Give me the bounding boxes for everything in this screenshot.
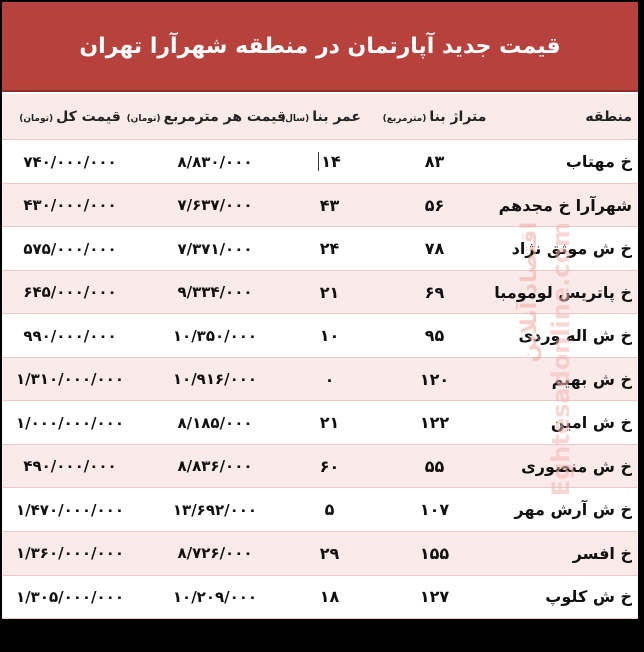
price-table [2,94,638,619]
cell-total-price: ۱/۳۰۵/۰۰۰/۰۰۰ [16,587,124,606]
cell-age: ۲۴ [319,239,340,259]
header-ppm-label: قیمت هر مترمربع [163,108,286,125]
table-row [2,271,638,315]
cell-price-per-meter: ۸/۸۳۰/۰۰۰ [177,152,253,171]
cell-price-per-meter: ۸/۸۳۶/۰۰۰ [177,457,253,476]
cell-price-per-meter: ۸/۱۸۵/۰۰۰ [177,413,253,432]
table-row [2,445,638,489]
cell-price-per-meter: ۷/۶۳۷/۰۰۰ [177,196,253,215]
cell-area: ۱۲۲ [419,413,450,433]
cell-total-price: ۱/۴۷۰/۰۰۰/۰۰۰ [16,500,124,519]
watermark-en: Eghtesadonline.com [547,222,575,497]
cell-age: ۱۰ [319,326,340,346]
cell-region: خ ش آرش مهر [514,500,632,520]
header-age-unit: (سال) [280,113,310,124]
table-row [2,140,638,184]
cell-total-price: ۱/۳۱۰/۰۰۰/۰۰۰ [16,370,124,389]
header-total-price [2,109,138,125]
header-age-label: عمر بنا [312,108,361,125]
table-row [2,227,638,271]
cell-region: خ مهتاب [565,152,632,172]
cell-age: ۲۹ [319,543,340,563]
cell-area: ۱۵۵ [419,543,450,563]
table-header-row [2,94,638,140]
header-total-unit: (تومان) [19,113,54,124]
cell-age: ۴۳ [319,195,340,215]
cell-total-price: ۱/۳۶۰/۰۰۰/۰۰۰ [16,544,124,563]
cell-region: خ ش موثق نژاد [511,239,632,259]
cell-price-per-meter: ۱۰/۲۰۹/۰۰۰ [172,587,258,606]
cell-region: خ افسر [572,543,632,563]
header-age [280,108,367,125]
header-area-label: متراژ بنا [429,108,487,125]
header-total-label: قیمت کل [56,108,121,125]
title-bar [2,2,638,92]
cell-age: ۲۱ [319,282,340,302]
table-row [2,532,638,576]
cell-area: ۵۶ [424,195,445,215]
cell-region: خ پاتریس لومومبا [494,282,632,302]
cell-region: خ ش منصوری [521,456,632,476]
cell-area: ۵۵ [424,456,445,476]
cell-age: ۲۱ [319,413,340,433]
header-price-per-meter [126,108,292,125]
table-row [2,401,638,445]
cell-region: خ ش اله وردی [518,326,632,346]
table-row [2,184,638,228]
cell-total-price: ۹۹۰/۰۰۰/۰۰۰ [23,326,117,345]
cell-price-per-meter: ۱۰/۳۵۰/۰۰۰ [172,326,258,345]
cell-area: ۶۹ [424,282,445,302]
table-row [2,488,638,532]
table-row [2,358,638,402]
cell-total-price: ۶۴۵/۰۰۰/۰۰۰ [23,283,117,302]
cell-total-price: ۱/۰۰۰/۰۰۰/۰۰۰ [16,413,124,432]
cell-age: ۱۸ [319,587,340,607]
cell-price-per-meter: ۹/۳۳۴/۰۰۰ [177,283,253,302]
cell-price-per-meter: ۱۰/۹۱۶/۰۰۰ [172,370,258,389]
cell-total-price: ۷۴۰/۰۰۰/۰۰۰ [23,152,117,171]
table-row [2,314,638,358]
header-area-unit: (مترمربع) [382,113,427,124]
cell-price-per-meter: ۱۳/۶۹۲/۰۰۰ [172,500,258,519]
cell-area: ۸۳ [424,152,445,172]
cell-area: ۱۲۰ [419,369,450,389]
cell-region: خ ش امین [550,413,632,433]
cell-price-per-meter: ۷/۳۷۱/۰۰۰ [177,239,253,258]
cell-price-per-meter: ۸/۷۲۶/۰۰۰ [177,544,253,563]
cell-age: ۶۰ [319,456,340,476]
cell-age [292,152,367,171]
header-ppm-unit: (تومان) [126,113,161,124]
cell-region: شهرآرا خ مجدهم [498,195,632,215]
page-title: قیمت جدید آپارتمان در منطقه شهرآرا تهران [79,33,561,59]
header-region [502,109,638,125]
cell-region: خ ش کلوپ [545,587,632,607]
cell-total-price: ۴۳۰/۰۰۰/۰۰۰ [23,196,117,215]
cell-age: ۵ [324,500,335,520]
cell-area: ۱۲۷ [419,587,450,607]
header-area [367,109,502,125]
watermark-fa: اقتصاد آنلاین [517,222,542,363]
cell-age: ۰ [324,369,335,389]
cell-area: ۷۸ [424,239,445,259]
header-region-label: منطقه [585,108,632,125]
cell-age-value: ۱۴ [318,152,341,171]
cell-area: ۱۰۷ [419,500,450,520]
cell-total-price: ۵۷۵/۰۰۰/۰۰۰ [23,239,117,258]
cell-area: ۹۵ [424,326,445,346]
cell-total-price: ۴۹۰/۰۰۰/۰۰۰ [23,457,117,476]
cell-region: خ ش بهیم [551,369,632,389]
table-row [2,576,638,620]
